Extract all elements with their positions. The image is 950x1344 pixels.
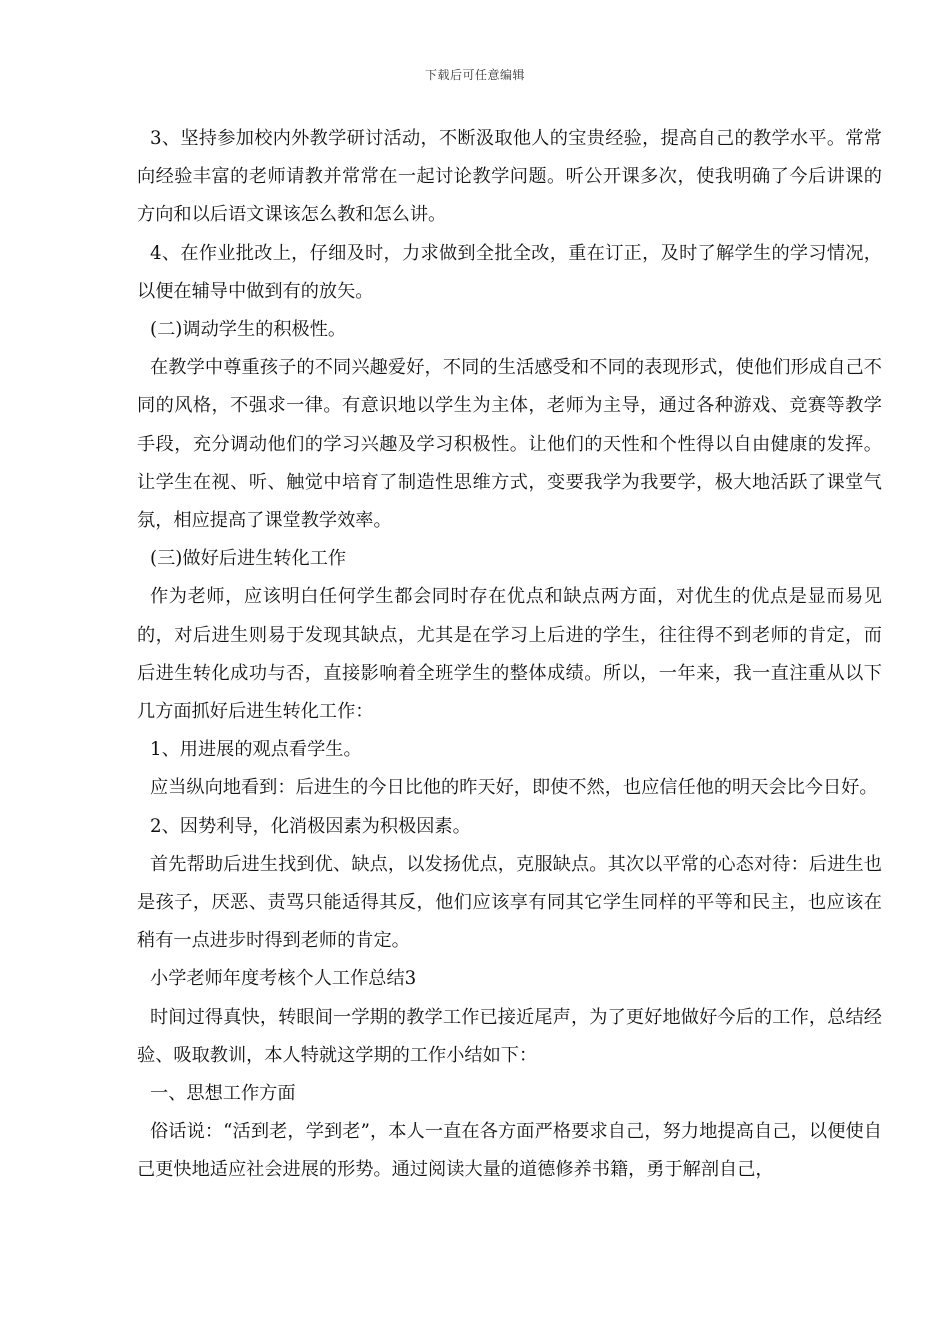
document-title: 小学老师年度考核个人工作总结3 — [150, 968, 417, 990]
document-body — [137, 120, 882, 1190]
paragraph-7: 时间过得真快，转眼间一学期的教学工作已接近尾声，为了更好地做好今后的工作，总结经验、吸取教训，本人特就这学期的工作小结如下： — [137, 1006, 882, 1066]
paragraph-6: 首先帮助后进生找到优、缺点，以发扬优点，克服缺点。其次以平常的心态对待：后进生也是孩子，厌恶、责骂只能适得其反，他们应该享有同其它学生同样的平等和民主，也应该在稍有一点进步时得到老师的肯定。 — [137, 853, 882, 952]
section-heading-2: (二)调动学生的积极性。 — [150, 319, 347, 341]
header-note: 下载后可任意编辑 — [424, 68, 525, 82]
list-item-1: 1、用进展的观点看学生。 — [150, 739, 362, 761]
section-heading-3: (三)做好后进生转化工作 — [150, 548, 347, 570]
paragraph-3: 在教学中尊重孩子的不同兴趣爱好，不同的生活感受和不同的表现形式，使他们形成自己不同的风格，不强求一律。有意识地以学生为主体，老师为主导，通过各种游戏、竞赛等教学手段，充分调动他们的学习兴趣及学习积极性。让他们的天性和个性得以自由健康的发挥。让学生在视、听、触觉中培育了制造性思维方式，变要我学为我要学，极大地活跃了课堂气氛，相应提高了课堂教学效率。 — [137, 357, 882, 532]
paragraph-4: 作为老师，应该明白任何学生都会同时存在优点和缺点两方面，对优生的优点是显而易见的，对后进生则易于发现其缺点，尤其是在学习上后进的学生，往往得不到老师的肯定，而后进生转化成功与否，直接影响着全班学生的整体成绩。所以，一年来，我一直注重从以下几方面抓好后进生转化工作： — [137, 586, 882, 723]
paragraph-1: 3、坚持参加校内外教学研讨活动，不断汲取他人的宝贵经验，提高自己的教学水平。常常向经验丰富的老师请教并常常在一起讨论教学问题。听公开课多次，使我明确了今后讲课的方向和以后语文课该怎么教和怎么讲。 — [137, 128, 882, 226]
section-heading-1: 一、思想工作方面 — [150, 1083, 296, 1105]
paragraph-2: 4、在作业批改上，仔细及时，力求做到全批全改，重在订正，及时了解学生的学习情况，以便在辅导中做到有的放矢。 — [137, 242, 882, 302]
paragraph-5: 应当纵向地看到：后进生的今日比他的昨天好，即使不然，也应信任他的明天会比今日好。 — [150, 777, 878, 799]
paragraph-8: 俗话说：“活到老，学到老”，本人一直在各方面严格要求自己，努力地提高自己，以便使自己更快地适应社会进展的形势。通过阅读大量的道德修养书籍，勇于解剖自己， — [137, 1121, 882, 1181]
list-item-2: 2、因势利导，化消极因素为积极因素。 — [150, 815, 471, 837]
